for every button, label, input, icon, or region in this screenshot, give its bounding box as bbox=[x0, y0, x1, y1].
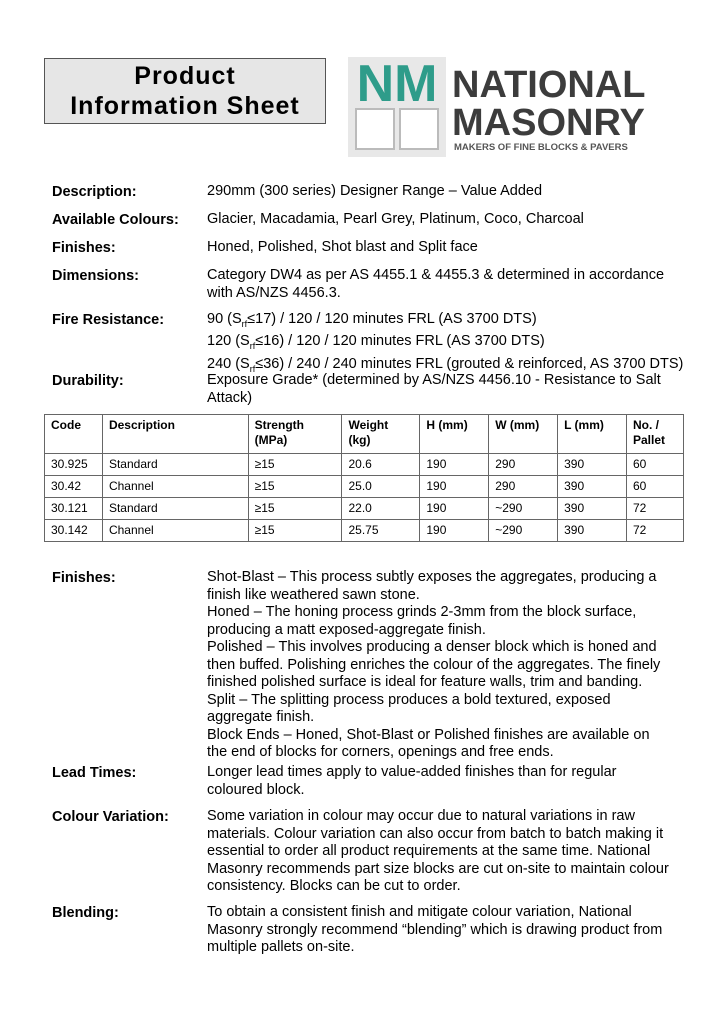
table-cell: 190 bbox=[420, 476, 489, 498]
spec-label: Fire Resistance: bbox=[52, 312, 165, 328]
logo-tagline: MAKERS OF FINE BLOCKS & PAVERS bbox=[454, 142, 628, 153]
spec-value: 290mm (300 series) Designer Range – Value Added bbox=[207, 183, 543, 199]
table-cell: 290 bbox=[489, 454, 558, 476]
note-line: then buffed. Polishing enriches the colour of the aggregates. The finely bbox=[207, 656, 661, 673]
spec-value-line: Exposure Grade* (determined by AS/NZS 4456.10 - Resistance to Salt bbox=[207, 372, 661, 388]
table-header-cell: No. / Pallet bbox=[626, 415, 683, 454]
table-cell: ≥15 bbox=[248, 476, 342, 498]
note-line: finish like weathered sawn stone. bbox=[207, 586, 420, 603]
product-table bbox=[44, 414, 684, 542]
fire-line-1: 90 $(S_{rf}\le 17) / 120 / 120$ minutes FRL (AS 3700 DTS) bbox=[207, 311, 537, 329]
table-body bbox=[45, 454, 684, 542]
table-cell: 390 bbox=[558, 520, 627, 542]
table-cell: Standard bbox=[102, 454, 248, 476]
spec-label: Available Colours: bbox=[52, 212, 179, 228]
table-cell: 390 bbox=[558, 476, 627, 498]
table-cell: ~290 bbox=[489, 498, 558, 520]
note-line: the end of blocks for corners, openings and free ends. bbox=[207, 744, 554, 760]
note-line: Honed – The honing process grinds 2-3mm from the block surface, bbox=[207, 604, 637, 620]
spec-value-line: Category DW4 as per AS 4455.1 & 4455.3 & determined in accordance bbox=[207, 267, 665, 283]
table-row bbox=[45, 476, 684, 498]
table-cell: 22.0 bbox=[342, 498, 420, 520]
note-blending bbox=[52, 904, 682, 957]
table-cell: 25.75 bbox=[342, 520, 420, 542]
table-cell: 60 bbox=[626, 476, 683, 498]
table-cell: 390 bbox=[558, 498, 627, 520]
note-line: Masonry recommends part size blocks are cut on-site to maintain colour bbox=[207, 860, 669, 877]
table-header-cell: W (mm) bbox=[489, 415, 558, 454]
note-finishes bbox=[52, 569, 682, 762]
title-line-2: Information Sheet bbox=[70, 92, 300, 120]
fire-line-3: 240 $(S_{rf}\le 36) / 240 / 240$ minutes FRL (grouted & reinforced, AS 3700 DTS) bbox=[207, 355, 684, 374]
note-line: coloured block. bbox=[207, 781, 305, 798]
note-text bbox=[207, 808, 669, 896]
table-cell: 390 bbox=[558, 454, 627, 476]
note-line: To obtain a consistent finish and mitigate colour variation, National bbox=[207, 904, 632, 920]
table-row bbox=[45, 520, 684, 542]
title-line-1: Product bbox=[134, 62, 236, 90]
logo-name-line-2: MASONRY bbox=[452, 102, 645, 144]
note-line: Split – The splitting process produces a bold textured, exposed bbox=[207, 691, 611, 708]
table-cell: 190 bbox=[420, 454, 489, 476]
national-masonry-logo bbox=[348, 57, 678, 157]
table-cell: Standard bbox=[102, 498, 248, 520]
note-label: Finishes: bbox=[52, 570, 116, 586]
table-cell: 72 bbox=[626, 498, 683, 520]
table-header-cell: H (mm) bbox=[420, 415, 489, 454]
note-label: Colour Variation: bbox=[52, 809, 169, 825]
table-header-cell: Code bbox=[45, 415, 103, 454]
spec-fire-resistance bbox=[52, 311, 682, 378]
note-lead-times bbox=[52, 764, 682, 799]
note-line: Polished – This involves producing a denser block which is honed and bbox=[207, 639, 657, 655]
spec-label: Dimensions: bbox=[52, 268, 140, 284]
note-line: essential to order all product requirements at the same time. National bbox=[207, 843, 651, 859]
spec-dimensions bbox=[52, 267, 682, 302]
table-header-cell: Weight (kg) bbox=[342, 415, 420, 454]
table-cell: 20.6 bbox=[342, 454, 420, 476]
note-line: consistency. Blocks can be cut to order. bbox=[207, 878, 461, 894]
note-line: Shot-Blast – This process subtly exposes the aggregates, producing a bbox=[207, 569, 657, 585]
table-cell: 60 bbox=[626, 454, 683, 476]
note-line: producing a matt exposed-aggregate finish. bbox=[207, 621, 486, 638]
note-label: Lead Times: bbox=[52, 765, 137, 781]
table-cell: ≥15 bbox=[248, 498, 342, 520]
spec-description bbox=[52, 183, 682, 201]
table-cell: 30.121 bbox=[45, 498, 103, 520]
fire-line-2: 120 $(S_{rf}\le 16) / 120 / 120$ minutes FRL (AS 3700 DTS) bbox=[207, 333, 545, 352]
table-cell: ~290 bbox=[489, 520, 558, 542]
spec-value-line: with AS/NZS 4456.3. bbox=[207, 284, 341, 301]
table-cell: 30.42 bbox=[45, 476, 103, 498]
spec-value: Glacier, Macadamia, Pearl Grey, Platinum, Coco, Charcoal bbox=[207, 211, 584, 227]
table-header-row bbox=[45, 415, 684, 454]
spec-value-line: Attack) bbox=[207, 389, 253, 406]
note-line: Block Ends – Honed, Shot-Blast or Polished finishes are available on bbox=[207, 726, 650, 743]
note-line: Masonry strongly recommend “blending” which is drawing product from bbox=[207, 921, 663, 938]
table-cell: 190 bbox=[420, 520, 489, 542]
table-cell: 30.142 bbox=[45, 520, 103, 542]
note-text bbox=[207, 904, 662, 957]
page-title bbox=[44, 58, 326, 124]
table-header-cell: Description bbox=[102, 415, 248, 454]
table-cell: 25.0 bbox=[342, 476, 420, 498]
note-line: Some variation in colour may occur due to natural variations in raw bbox=[207, 808, 635, 824]
note-label: Blending: bbox=[52, 905, 119, 921]
note-text bbox=[207, 764, 616, 799]
spec-durability bbox=[52, 372, 682, 407]
note-line: multiple pallets on-site. bbox=[207, 939, 355, 955]
note-line: finished polished surface is ideal for feature walls, trim and banding. bbox=[207, 674, 643, 690]
table-cell: Channel bbox=[102, 520, 248, 542]
logo-name-line-1: NATIONAL bbox=[452, 64, 646, 106]
note-text bbox=[207, 569, 660, 762]
table-cell: 72 bbox=[626, 520, 683, 542]
note-line: materials. Colour variation can also occur from batch to batch making it bbox=[207, 825, 664, 842]
spec-value: Honed, Polished, Shot blast and Split face bbox=[207, 239, 478, 255]
table-cell: ≥15 bbox=[248, 520, 342, 542]
table-header-cell: L (mm) bbox=[558, 415, 627, 454]
table-header-cell: Strength (MPa) bbox=[248, 415, 342, 454]
table-row bbox=[45, 454, 684, 476]
table-cell: Channel bbox=[102, 476, 248, 498]
note-colour-variation bbox=[52, 808, 682, 896]
logo-mark: NM bbox=[356, 57, 438, 113]
table-cell: 30.925 bbox=[45, 454, 103, 476]
table-cell: 190 bbox=[420, 498, 489, 520]
table-cell: 290 bbox=[489, 476, 558, 498]
spec-finishes bbox=[52, 239, 682, 257]
note-line: aggregate finish. bbox=[207, 709, 315, 725]
table-cell: ≥15 bbox=[248, 454, 342, 476]
spec-colours bbox=[52, 211, 682, 229]
spec-label: Durability: bbox=[52, 373, 124, 389]
note-line: Longer lead times apply to value-added finishes than for regular bbox=[207, 764, 617, 780]
table-row bbox=[45, 498, 684, 520]
spec-label: Description: bbox=[52, 184, 137, 200]
spec-label: Finishes: bbox=[52, 240, 116, 256]
